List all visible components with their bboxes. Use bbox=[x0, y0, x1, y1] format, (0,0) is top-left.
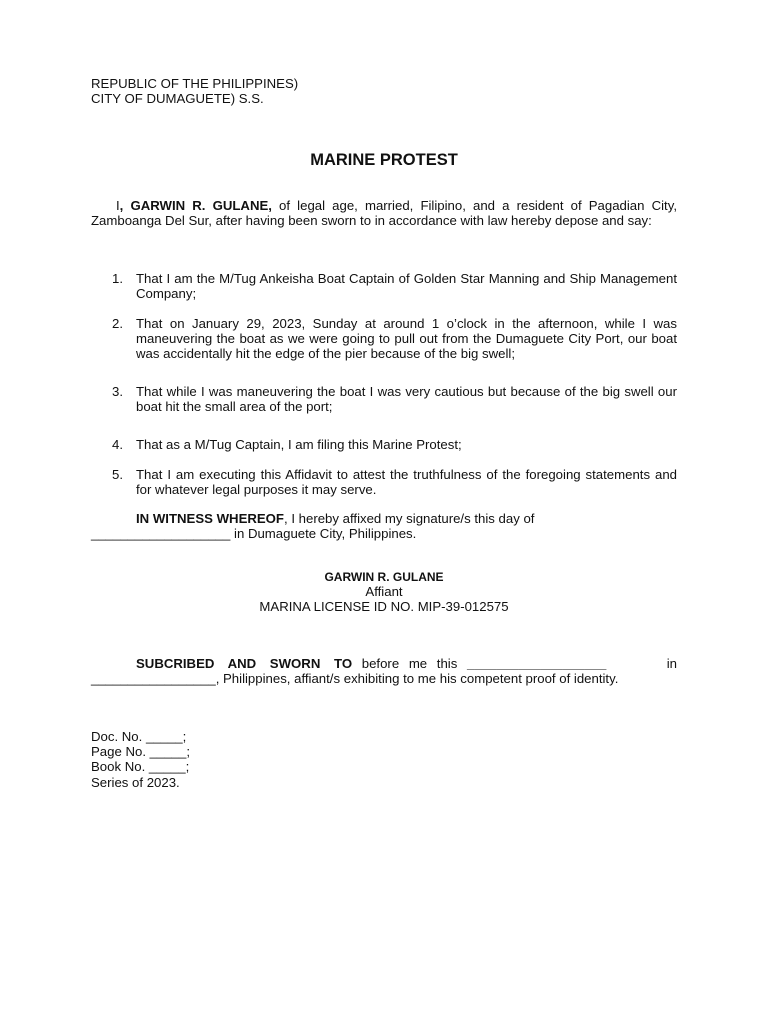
item-text: That I am the M/Tug Ankeisha Boat Captain of Golden Star Manning and Ship Management Company; bbox=[136, 271, 677, 302]
document-title: MARINE PROTEST bbox=[310, 151, 458, 169]
jurat-in: in bbox=[666, 656, 677, 671]
page-number: Page No. _____; bbox=[91, 744, 190, 760]
series-year: Series of 2023. bbox=[91, 774, 180, 790]
list-item bbox=[91, 384, 677, 414]
witness-line-2 bbox=[91, 526, 677, 541]
jurat-continuation bbox=[91, 671, 677, 686]
jurat-heading bbox=[136, 656, 352, 671]
venue-line-city: CITY OF DUMAGUETE) S.S. bbox=[91, 91, 264, 107]
list-item bbox=[91, 316, 677, 362]
item-number: 1. bbox=[112, 271, 123, 286]
item-text: That on January 29, 2023, Sunday at around 1 o’clock in the afternoon, while I was maneuvering the boat as we were going to pull out from the Dumaguete City Port, our boat was accidentally hit the edge of the pier because of the big swell; bbox=[136, 316, 677, 362]
jurat-text-before: before me this bbox=[352, 656, 467, 671]
affiant-name: GARWIN R. GULANE bbox=[324, 570, 444, 584]
list-item bbox=[91, 271, 677, 301]
list-item bbox=[91, 467, 677, 497]
jurat-date-blank: ___________________ bbox=[466, 656, 607, 671]
intro-paragraph bbox=[91, 198, 677, 228]
intro-lead: I bbox=[116, 198, 120, 213]
witness-place: in Dumaguete City, Philippines. bbox=[230, 526, 417, 541]
affiant-role: Affiant bbox=[365, 584, 403, 599]
item-number: 2. bbox=[112, 316, 123, 331]
witness-paragraph bbox=[91, 511, 677, 526]
license-number: MARINA LICENSE ID NO. MIP-39-012575 bbox=[259, 599, 509, 614]
jurat-place-blank: _________________ bbox=[91, 671, 216, 686]
venue-line-republic: REPUBLIC OF THE PHILIPPINES) bbox=[91, 76, 299, 91]
doc-number: Doc. No. _____; bbox=[91, 729, 187, 744]
jurat-heading-text: SUBCRIBED AND SWORN TO bbox=[136, 656, 353, 671]
venue-header bbox=[91, 76, 677, 106]
jurat-line-1 bbox=[91, 656, 677, 671]
item-text: That I am executing this Affidavit to attest the truthfulness of the foregoing statements and for whatever legal purposes it may serve. bbox=[136, 467, 677, 498]
item-number: 5. bbox=[112, 467, 123, 482]
date-blank: ___________________ bbox=[91, 526, 231, 541]
book-number: Book No. _____; bbox=[91, 759, 190, 775]
item-number: 4. bbox=[112, 437, 123, 452]
item-text: That while I was maneuvering the boat I was very cautious but because of the big swell our boat hit the small area of the port; bbox=[136, 384, 677, 415]
intro-text: of legal age, married, Filipino, and a resident of Pagadian City, Zamboanga Del Sur, after having been sworn to in accordance with law hereby depose and say: bbox=[91, 198, 677, 229]
item-text: That as a M/Tug Captain, I am filing this Marine Protest; bbox=[136, 437, 462, 452]
list-item bbox=[91, 437, 677, 452]
jurat-text-after: , Philippines, affiant/s exhibiting to me his competent proof of identity. bbox=[215, 671, 619, 686]
affiant-name-intro: , GARWIN R. GULANE, bbox=[119, 198, 272, 213]
witness-text: , I hereby affixed my signature/s this day of bbox=[284, 511, 535, 526]
notarial-docket bbox=[91, 729, 677, 790]
witness-heading: IN WITNESS WHEREOF bbox=[136, 511, 284, 526]
item-number: 3. bbox=[112, 384, 123, 399]
